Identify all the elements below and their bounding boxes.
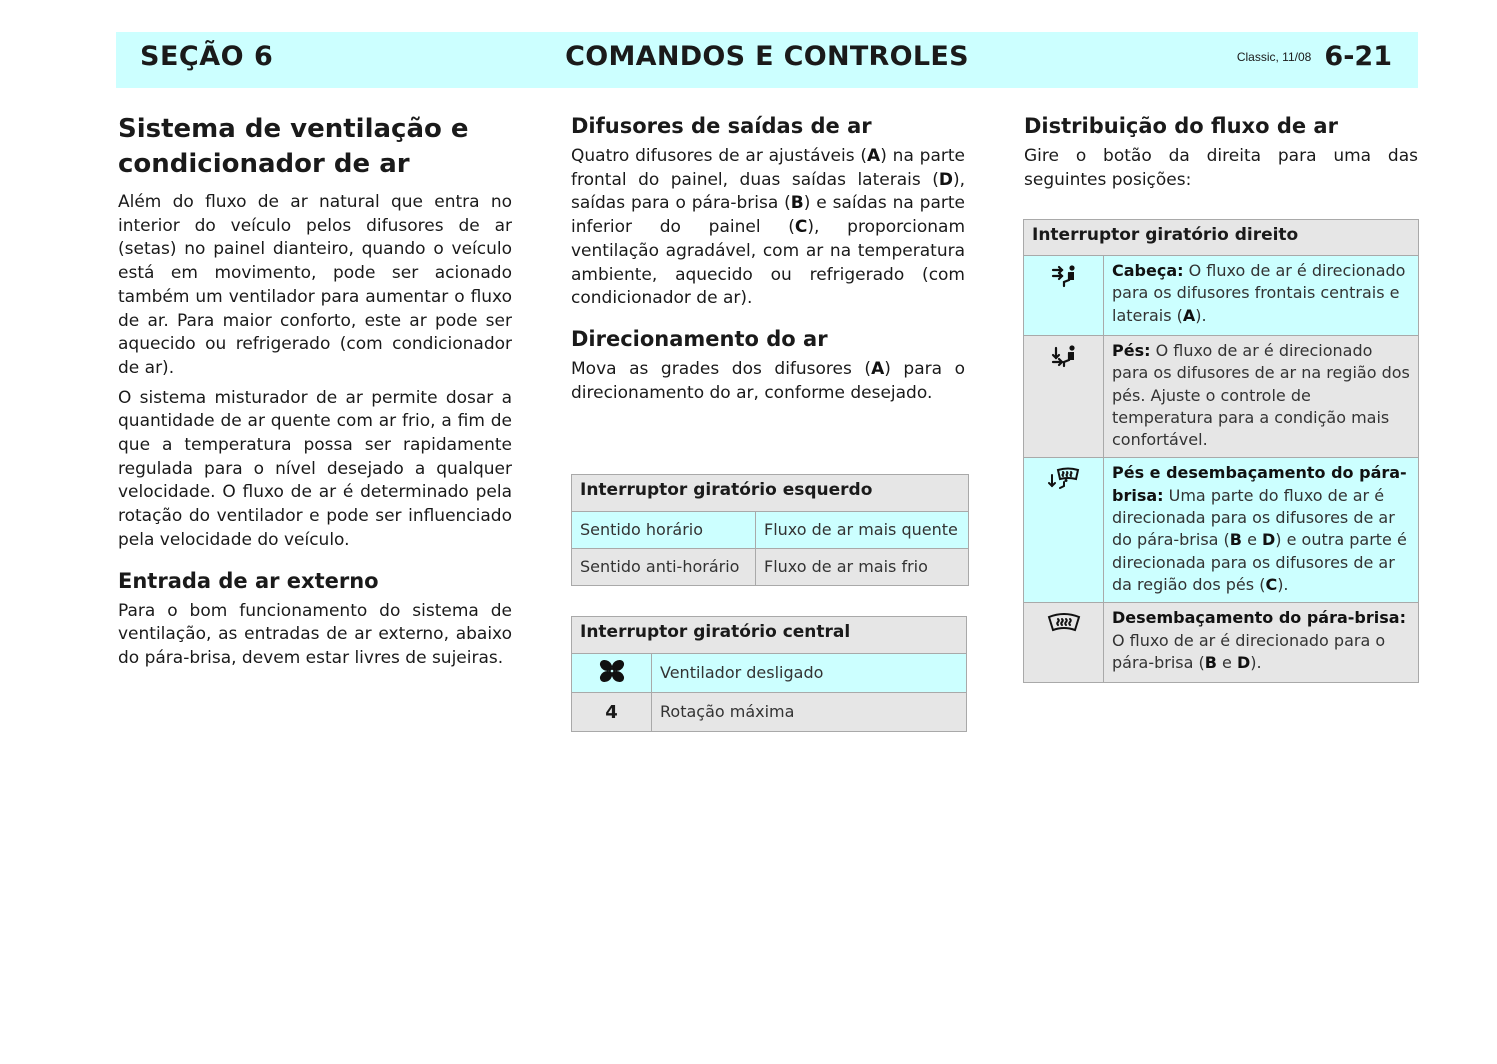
heading-air-direction: Direcionamento do ar — [571, 326, 828, 351]
table-row: 4 Rotação máxima — [572, 693, 967, 732]
paragraph-air-distribution: Gire o botão da direita para uma das seguintes posições: — [1024, 146, 1418, 190]
table-row: Ventilador desligado — [572, 654, 967, 693]
table-header: Interruptor giratório direito — [1024, 220, 1419, 256]
paragraph-air-mixer: O sistema misturador de ar permite dosar a quantidade de ar quente com ar frio, a fim de que a temperatura possa ser rapidamente regulada para o nível desejado a qualquer velocidade. O fluxo de ar é determinado pela rotação do ventilador e pode ser influenciado pela velocidade do veículo. — [118, 387, 512, 550]
edition-label: Classic, 11/08 — [1236, 49, 1312, 64]
table-row: Cabeça: O fluxo de ar é direcionado para os difusores frontais centrais e laterais (A). — [1024, 256, 1419, 336]
left-knob-table — [571, 474, 969, 586]
column-1 — [118, 112, 512, 671]
page-number: 6-21 — [1324, 41, 1392, 72]
table-row: Sentido horário Fluxo de ar mais quente — [572, 512, 969, 549]
center-knob-table — [571, 616, 967, 732]
table-row: Pés e desembaçamento do pára-brisa: Uma parte do fluxo de ar é direcionada para os difusores de ar do pára-brisa (B e D) e outra parte é direcionada para os difusores de ar da região dos pés (C). — [1024, 458, 1419, 603]
windshield-defrost-icon — [1047, 611, 1081, 635]
section-label: SEÇÃO 6 — [140, 41, 274, 72]
table-header: Interruptor giratório central — [572, 617, 967, 654]
paragraph-air-direction: Mova as grades dos difusores (A) para o direcionamento do ar, conforme desejado. — [571, 358, 965, 403]
paragraph-natural-airflow: Além do fluxo de ar natural que entra no interior do veículo pelos difusores de ar (setas) no painel dianteiro, quando o veículo está em movimento, pode ser acionado também um ventilador para aumentar o fluxo de ar. Para maior conforto, este ar pode ser aquecido ou refrigerado (com condicionador de ar). — [118, 192, 512, 378]
fan-off-icon — [599, 659, 625, 683]
table-row: Pés: O fluxo de ar é direcionado para os difusores de ar na região dos pés. Ajuste o controle de temperatura para a condição mais confortável. — [1024, 336, 1419, 458]
feet-defrost-icon — [1048, 466, 1080, 490]
table-header: Interruptor giratório esquerdo — [572, 475, 969, 512]
heading-external-air: Entrada de ar externo — [118, 568, 379, 593]
column-3 — [1024, 112, 1418, 192]
main-heading: Sistema de ventilação e condicionador de ar — [118, 114, 469, 179]
column-2 — [571, 112, 965, 405]
max-speed-key: 4 — [572, 693, 652, 732]
feet-airflow-icon — [1050, 344, 1078, 368]
chapter-title: COMANDOS E CONTROLES — [565, 41, 969, 72]
paragraph-air-outlets: Quatro difusores de ar ajustáveis (A) na parte frontal do painel, duas saídas laterais (D), saídas para o pára-brisa (B) e saídas na parte inferior do painel (C), proporcionam ventilação agradável, com ar na temperatura ambiente, aquecido ou refrigerado (com condicionador de ar). — [571, 146, 966, 309]
heading-air-outlets: Difusores de saídas de ar — [571, 114, 872, 138]
page-header — [116, 32, 1418, 88]
head-airflow-icon — [1050, 264, 1078, 288]
table-row: Desembaçamento do pára-brisa: O fluxo de ar é direcionado para o pára-brisa (B e D). — [1024, 603, 1419, 683]
table-row: Sentido anti-horário Fluxo de ar mais frio — [572, 549, 969, 586]
heading-air-distribution: Distribuição do fluxo de ar — [1024, 114, 1338, 138]
right-knob-table — [1023, 219, 1419, 683]
header-right — [1237, 41, 1392, 72]
paragraph-external-air: Para o bom funcionamento do sistema de ventilação, as entradas de ar externo, abaixo do pára-brisa, devem estar livres de sujeiras. — [118, 600, 512, 668]
